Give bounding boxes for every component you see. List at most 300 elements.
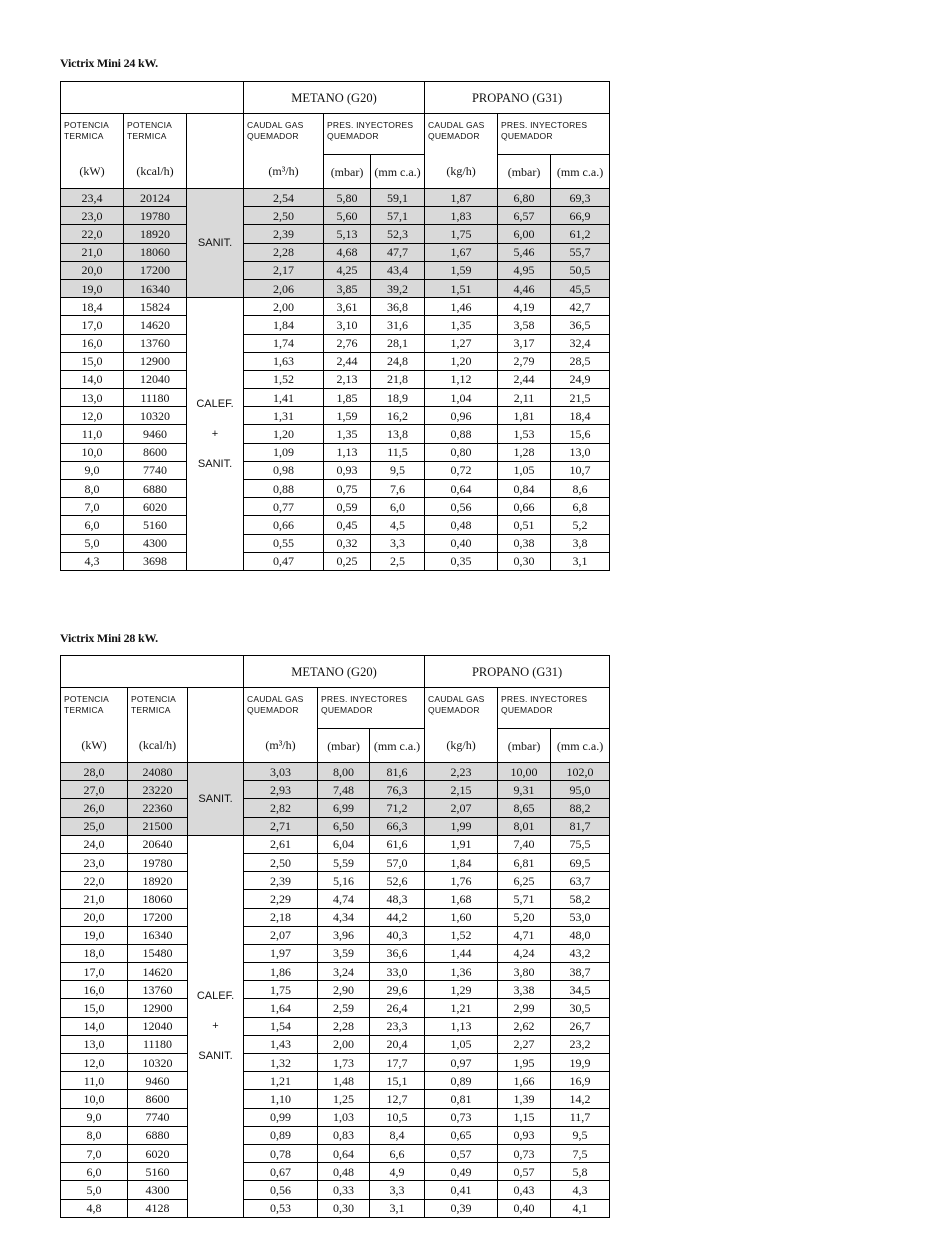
- mode-label-line: +: [211, 428, 219, 441]
- cell-propano-mbar: 2,27: [498, 1035, 551, 1053]
- cell-propano-mmca: 66,9: [551, 207, 610, 225]
- cell-propano-mmca: 32,4: [551, 334, 610, 352]
- cell-kcal: 14620: [124, 316, 187, 334]
- cell-kw: 23,4: [61, 189, 124, 207]
- cell-metano-mbar: 0,30: [318, 1199, 370, 1217]
- units-row: [61, 155, 610, 189]
- cell-kw: 14,0: [61, 370, 124, 388]
- cell-metano-caudal: 0,53: [244, 1199, 318, 1217]
- cell-propano-caudal: 1,91: [425, 835, 498, 853]
- cell-kcal: 9460: [128, 1072, 188, 1090]
- cell-metano-mmca: 8,4: [370, 1126, 425, 1144]
- table-row: [61, 1017, 610, 1035]
- table-row: [61, 443, 610, 461]
- cell-metano-mmca: 12,7: [370, 1090, 425, 1108]
- cell-metano-mbar: 0,64: [318, 1144, 370, 1162]
- table-row: [61, 516, 610, 534]
- cell-metano-caudal: 2,93: [244, 781, 318, 799]
- cell-metano-caudal: 2,29: [244, 890, 318, 908]
- cell-propano-mmca: 42,7: [551, 298, 610, 316]
- cell-metano-mmca: 24,8: [371, 352, 425, 370]
- table-row: [61, 1144, 610, 1162]
- cell-propano-mmca: 58,2: [551, 890, 610, 908]
- cell-kcal: 16340: [124, 279, 187, 297]
- cell-kw: 18,4: [61, 298, 124, 316]
- cell-propano-caudal: 1,36: [425, 963, 498, 981]
- table-row: [61, 872, 610, 890]
- cell-kw: 16,0: [61, 981, 128, 999]
- cell-propano-mbar: 0,38: [498, 534, 551, 552]
- cell-propano-mbar: 1,05: [498, 461, 551, 479]
- cell-kcal: 4128: [128, 1199, 188, 1217]
- table-row: [61, 1126, 610, 1144]
- cell-metano-caudal: 1,43: [244, 1035, 318, 1053]
- cell-kcal: 17200: [124, 261, 187, 279]
- cell-propano-mmca: 5,8: [551, 1163, 610, 1181]
- cell-kw: 4,3: [61, 552, 124, 570]
- cell-metano-mbar: 0,59: [324, 498, 371, 516]
- cell-kcal: 3698: [124, 552, 187, 570]
- cell-propano-caudal: 0,89: [425, 1072, 498, 1090]
- cell-propano-caudal: 0,72: [425, 461, 498, 479]
- cell-metano-mmca: 81,6: [370, 763, 425, 781]
- cell-kcal: 5160: [124, 516, 187, 534]
- table-row: [61, 389, 610, 407]
- cell-metano-mbar: 2,28: [318, 1017, 370, 1035]
- cell-propano-mbar: 2,79: [498, 352, 551, 370]
- cell-kw: 10,0: [61, 1090, 128, 1108]
- cell-propano-mmca: 36,5: [551, 316, 610, 334]
- cell-propano-caudal: 0,57: [425, 1144, 498, 1162]
- table-row: [61, 316, 610, 334]
- cell-propano-mmca: 9,5: [551, 1126, 610, 1144]
- col-metano-caudal: CAUDAL GAS QUEMADOR: [244, 114, 324, 155]
- cell-propano-mmca: 43,2: [551, 944, 610, 962]
- cell-propano-mmca: 34,5: [551, 981, 610, 999]
- cell-propano-mbar: 2,11: [498, 389, 551, 407]
- cell-metano-caudal: 1,54: [244, 1017, 318, 1035]
- cell-metano-caudal: 1,64: [244, 999, 318, 1017]
- cell-propano-mmca: 13,0: [551, 443, 610, 461]
- cell-metano-caudal: 1,21: [244, 1072, 318, 1090]
- col-potencia-kcal: POTENCIA TERMICA: [124, 114, 187, 155]
- cell-propano-mbar: 4,19: [498, 298, 551, 316]
- mode-label-line: SANIT.: [198, 1050, 233, 1063]
- unit-kgh: (kg/h): [425, 155, 498, 189]
- table-row: [61, 981, 610, 999]
- cell-kcal: 23220: [128, 781, 188, 799]
- cell-kw: 22,0: [61, 225, 124, 243]
- cell-propano-mbar: 1,53: [498, 425, 551, 443]
- cell-kcal: 13760: [124, 334, 187, 352]
- cell-metano-mmca: 26,4: [370, 999, 425, 1017]
- cell-metano-mmca: 6,0: [371, 498, 425, 516]
- table-row: [61, 835, 610, 853]
- cell-propano-mbar: 1,95: [498, 1054, 551, 1072]
- cell-metano-caudal: 0,89: [244, 1126, 318, 1144]
- cell-metano-mbar: 3,96: [318, 926, 370, 944]
- cell-propano-mbar: 0,51: [498, 516, 551, 534]
- cell-propano-caudal: 1,76: [425, 872, 498, 890]
- cell-propano-caudal: 1,44: [425, 944, 498, 962]
- cell-propano-mmca: 45,5: [551, 279, 610, 297]
- table-title-24kw: Victrix Mini 24 kW.: [60, 56, 158, 70]
- cell-kw: 21,0: [61, 243, 124, 261]
- cell-metano-mmca: 48,3: [370, 890, 425, 908]
- cell-metano-mbar: 0,33: [318, 1181, 370, 1199]
- cell-metano-mmca: 4,9: [370, 1163, 425, 1181]
- cell-metano-caudal: 1,32: [244, 1054, 318, 1072]
- cell-metano-mmca: 33,0: [370, 963, 425, 981]
- unit-mbar: (mbar): [318, 729, 370, 763]
- cell-propano-mmca: 3,1: [551, 552, 610, 570]
- cell-metano-mmca: 9,5: [371, 461, 425, 479]
- cell-metano-mmca: 52,6: [370, 872, 425, 890]
- table-row: [61, 781, 610, 799]
- mode-sanit-label: SANIT.: [187, 189, 244, 298]
- cell-propano-mmca: 81,7: [551, 817, 610, 835]
- table-row: [61, 1181, 610, 1199]
- cell-propano-mmca: 63,7: [551, 872, 610, 890]
- cell-metano-mbar: 2,90: [318, 981, 370, 999]
- unit-kcal: (kcal/h): [128, 729, 188, 763]
- cell-propano-mmca: 4,3: [551, 1181, 610, 1199]
- cell-propano-mbar: 2,99: [498, 999, 551, 1017]
- table-row: [61, 207, 610, 225]
- cell-kcal: 4300: [128, 1181, 188, 1199]
- cell-metano-mbar: 6,50: [318, 817, 370, 835]
- mode-label-line: CALEF.: [196, 990, 235, 1003]
- col-metano-pres: PRES. INYECTORES QUEMADOR: [324, 114, 425, 155]
- cell-metano-caudal: 2,54: [244, 189, 324, 207]
- cell-kcal: 8600: [124, 443, 187, 461]
- cell-propano-mmca: 11,7: [551, 1108, 610, 1126]
- cell-metano-mbar: 1,59: [324, 407, 371, 425]
- cell-kw: 14,0: [61, 1017, 128, 1035]
- cell-propano-mmca: 75,5: [551, 835, 610, 853]
- cell-metano-mmca: 16,2: [371, 407, 425, 425]
- cell-metano-mmca: 57,1: [371, 207, 425, 225]
- cell-propano-mmca: 55,7: [551, 243, 610, 261]
- mode-label-line: CALEF.: [196, 398, 234, 411]
- cell-kw: 4,8: [61, 1199, 128, 1217]
- cell-propano-mbar: 6,81: [498, 853, 551, 871]
- cell-metano-caudal: 0,77: [244, 498, 324, 516]
- header-metano: METANO (G20): [244, 656, 425, 688]
- table-body: [61, 763, 610, 1218]
- cell-metano-mbar: 5,60: [324, 207, 371, 225]
- table-row: [61, 225, 610, 243]
- cell-metano-caudal: 0,66: [244, 516, 324, 534]
- cell-metano-mbar: 5,59: [318, 853, 370, 871]
- cell-propano-mmca: 24,9: [551, 370, 610, 388]
- cell-metano-mbar: 0,93: [324, 461, 371, 479]
- cell-metano-mbar: 2,00: [318, 1035, 370, 1053]
- cell-kcal: 17200: [128, 908, 188, 926]
- cell-metano-mmca: 18,9: [371, 389, 425, 407]
- cell-metano-mbar: 3,10: [324, 316, 371, 334]
- cell-propano-mbar: 6,80: [498, 189, 551, 207]
- cell-propano-caudal: 0,65: [425, 1126, 498, 1144]
- cell-metano-mmca: 36,6: [370, 944, 425, 962]
- cell-metano-mbar: 2,44: [324, 352, 371, 370]
- cell-kcal: 10320: [128, 1054, 188, 1072]
- cell-metano-mbar: 3,61: [324, 298, 371, 316]
- table-row: [61, 1072, 610, 1090]
- cell-propano-caudal: 1,59: [425, 261, 498, 279]
- cell-metano-mbar: 1,85: [324, 389, 371, 407]
- table-body: [61, 189, 610, 571]
- cell-propano-mmca: 10,7: [551, 461, 610, 479]
- cell-kw: 6,0: [61, 516, 124, 534]
- cell-propano-mbar: 9,31: [498, 781, 551, 799]
- cell-propano-mbar: 3,38: [498, 981, 551, 999]
- cell-metano-mmca: 44,2: [370, 908, 425, 926]
- cell-kcal: 4300: [124, 534, 187, 552]
- cell-metano-caudal: 0,67: [244, 1163, 318, 1181]
- cell-propano-caudal: 0,49: [425, 1163, 498, 1181]
- cell-propano-mmca: 15,6: [551, 425, 610, 443]
- cell-metano-mbar: 5,80: [324, 189, 371, 207]
- cell-propano-mmca: 6,8: [551, 498, 610, 516]
- cell-propano-caudal: 0,88: [425, 425, 498, 443]
- table-row: [61, 999, 610, 1017]
- cell-metano-caudal: 2,71: [244, 817, 318, 835]
- cell-propano-mmca: 28,5: [551, 352, 610, 370]
- cell-metano-mmca: 57,0: [370, 853, 425, 871]
- cell-kw: 25,0: [61, 817, 128, 835]
- cell-metano-mbar: 2,13: [324, 370, 371, 388]
- cell-metano-caudal: 1,75: [244, 981, 318, 999]
- mode-sanit-label: SANIT.: [188, 763, 244, 836]
- cell-kw: 5,0: [61, 1181, 128, 1199]
- cell-metano-mmca: 3,1: [370, 1199, 425, 1217]
- table-row: [61, 298, 610, 316]
- cell-propano-caudal: 1,05: [425, 1035, 498, 1053]
- cell-metano-caudal: 0,55: [244, 534, 324, 552]
- col-propano-caudal: CAUDAL GAS QUEMADOR: [425, 688, 498, 729]
- cell-metano-caudal: 1,52: [244, 370, 324, 388]
- table-row: [61, 1199, 610, 1217]
- cell-metano-mbar: 2,59: [318, 999, 370, 1017]
- cell-metano-caudal: 2,39: [244, 872, 318, 890]
- cell-kcal: 6020: [128, 1144, 188, 1162]
- cell-kcal: 6880: [128, 1126, 188, 1144]
- cell-metano-mbar: 1,35: [324, 425, 371, 443]
- table-row: [61, 334, 610, 352]
- cell-propano-caudal: 1,52: [425, 926, 498, 944]
- cell-kw: 26,0: [61, 799, 128, 817]
- cell-propano-caudal: 0,80: [425, 443, 498, 461]
- cell-propano-mmca: 21,5: [551, 389, 610, 407]
- cell-propano-mmca: 50,5: [551, 261, 610, 279]
- table-row: [61, 944, 610, 962]
- cell-metano-mmca: 10,5: [370, 1108, 425, 1126]
- cell-propano-caudal: 1,35: [425, 316, 498, 334]
- cell-metano-caudal: 1,86: [244, 963, 318, 981]
- cell-propano-mmca: 69,5: [551, 853, 610, 871]
- cell-kw: 18,0: [61, 944, 128, 962]
- cell-propano-caudal: 2,23: [425, 763, 498, 781]
- units-row: [61, 729, 610, 763]
- cell-metano-mbar: 0,75: [324, 480, 371, 498]
- cell-metano-mmca: 17,7: [370, 1054, 425, 1072]
- unit-mmca: (mm c.a.): [371, 155, 425, 189]
- cell-metano-mbar: 1,03: [318, 1108, 370, 1126]
- cell-propano-caudal: 0,39: [425, 1199, 498, 1217]
- cell-metano-caudal: 1,84: [244, 316, 324, 334]
- cell-kw: 9,0: [61, 461, 124, 479]
- cell-metano-mmca: 7,6: [371, 480, 425, 498]
- table-row: [61, 1035, 610, 1053]
- cell-metano-caudal: 2,50: [244, 853, 318, 871]
- gas-table-28kw: [60, 655, 610, 1218]
- cell-metano-mbar: 1,25: [318, 1090, 370, 1108]
- cell-kcal: 7740: [124, 461, 187, 479]
- cell-kw: 28,0: [61, 763, 128, 781]
- cell-kcal: 22360: [128, 799, 188, 817]
- cell-propano-caudal: 1,51: [425, 279, 498, 297]
- cell-kcal: 6020: [124, 498, 187, 516]
- cell-metano-caudal: 2,28: [244, 243, 324, 261]
- mode-calef-sanit-label: [187, 298, 244, 571]
- cell-kcal: 18060: [128, 890, 188, 908]
- cell-propano-mbar: 3,17: [498, 334, 551, 352]
- col-potencia-kw: POTENCIA TERMICA: [61, 114, 124, 155]
- cell-propano-mbar: 5,71: [498, 890, 551, 908]
- table-row: [61, 534, 610, 552]
- cell-metano-caudal: 1,63: [244, 352, 324, 370]
- cell-kcal: 24080: [128, 763, 188, 781]
- cell-metano-mmca: 61,6: [370, 835, 425, 853]
- cell-kcal: 12900: [128, 999, 188, 1017]
- col-propano-pres: PRES. INYECTORES QUEMADOR: [498, 114, 610, 155]
- cell-kcal: 15824: [124, 298, 187, 316]
- cell-kw: 7,0: [61, 1144, 128, 1162]
- cell-propano-caudal: 1,13: [425, 1017, 498, 1035]
- table-head: [61, 656, 610, 763]
- cell-metano-mmca: 40,3: [370, 926, 425, 944]
- col-propano-caudal: CAUDAL GAS QUEMADOR: [425, 114, 498, 155]
- cell-propano-caudal: 0,35: [425, 552, 498, 570]
- cell-metano-caudal: 1,74: [244, 334, 324, 352]
- cell-propano-mbar: 6,00: [498, 225, 551, 243]
- cell-metano-mbar: 0,45: [324, 516, 371, 534]
- col-potencia-kcal: POTENCIA TERMICA: [128, 688, 188, 729]
- cell-propano-mmca: 7,5: [551, 1144, 610, 1162]
- cell-metano-caudal: 2,50: [244, 207, 324, 225]
- cell-kcal: 11180: [128, 1035, 188, 1053]
- cell-metano-caudal: 1,31: [244, 407, 324, 425]
- cell-kcal: 12900: [124, 352, 187, 370]
- cell-metano-caudal: 1,10: [244, 1090, 318, 1108]
- cell-propano-caudal: 1,20: [425, 352, 498, 370]
- cell-metano-caudal: 2,06: [244, 279, 324, 297]
- table-title-28kw: Victrix Mini 28 kW.: [60, 631, 158, 645]
- cell-metano-mmca: 20,4: [370, 1035, 425, 1053]
- cell-metano-mbar: 0,25: [324, 552, 371, 570]
- cell-propano-mbar: 0,73: [498, 1144, 551, 1162]
- cell-propano-mbar: 4,46: [498, 279, 551, 297]
- cell-metano-mbar: 3,85: [324, 279, 371, 297]
- cell-propano-mbar: 5,46: [498, 243, 551, 261]
- cell-metano-mmca: 3,3: [371, 534, 425, 552]
- cell-metano-caudal: 0,99: [244, 1108, 318, 1126]
- cell-kw: 23,0: [61, 853, 128, 871]
- cell-metano-mbar: 8,00: [318, 763, 370, 781]
- cell-propano-mmca: 5,2: [551, 516, 610, 534]
- cell-propano-mbar: 0,40: [498, 1199, 551, 1217]
- unit-mbar: (mbar): [498, 155, 551, 189]
- cell-kcal: 13760: [128, 981, 188, 999]
- col-potencia-kw: POTENCIA TERMICA: [61, 688, 128, 729]
- cell-kw: 8,0: [61, 1126, 128, 1144]
- cell-kw: 23,0: [61, 207, 124, 225]
- cell-metano-mbar: 4,74: [318, 890, 370, 908]
- cell-metano-mbar: 5,13: [324, 225, 371, 243]
- cell-propano-mbar: 1,28: [498, 443, 551, 461]
- table-row: [61, 853, 610, 871]
- cell-propano-caudal: 1,99: [425, 817, 498, 835]
- table-row: [61, 1108, 610, 1126]
- cell-kcal: 14620: [128, 963, 188, 981]
- cell-kcal: 16340: [128, 926, 188, 944]
- table-row: [61, 352, 610, 370]
- cell-metano-mmca: 43,4: [371, 261, 425, 279]
- cell-metano-mbar: 2,76: [324, 334, 371, 352]
- cell-metano-mbar: 1,48: [318, 1072, 370, 1090]
- cell-metano-caudal: 0,88: [244, 480, 324, 498]
- cell-propano-mmca: 14,2: [551, 1090, 610, 1108]
- cell-kcal: 20124: [124, 189, 187, 207]
- header-propano: PROPANO (G31): [425, 82, 610, 114]
- cell-propano-mbar: 0,93: [498, 1126, 551, 1144]
- cell-metano-mmca: 66,3: [370, 817, 425, 835]
- cell-metano-mmca: 23,3: [370, 1017, 425, 1035]
- cell-metano-mmca: 76,3: [370, 781, 425, 799]
- header-metano: METANO (G20): [244, 82, 425, 114]
- cell-metano-mbar: 0,48: [318, 1163, 370, 1181]
- cell-kcal: 18920: [128, 872, 188, 890]
- cell-kcal: 5160: [128, 1163, 188, 1181]
- cell-metano-mmca: 2,5: [371, 552, 425, 570]
- table-row: [61, 926, 610, 944]
- cell-kcal: 10320: [124, 407, 187, 425]
- cell-propano-caudal: 1,83: [425, 207, 498, 225]
- gas-table-24kw: [60, 81, 610, 571]
- cell-kw: 13,0: [61, 389, 124, 407]
- unit-mmca: (mm c.a.): [551, 729, 610, 763]
- cell-metano-mmca: 36,8: [371, 298, 425, 316]
- table-row: [61, 1054, 610, 1072]
- cell-kw: 5,0: [61, 534, 124, 552]
- cell-metano-mmca: 21,8: [371, 370, 425, 388]
- table-row: [61, 279, 610, 297]
- table-row: [61, 243, 610, 261]
- cell-propano-mbar: 2,62: [498, 1017, 551, 1035]
- cell-propano-mbar: 0,43: [498, 1181, 551, 1199]
- cell-propano-caudal: 0,64: [425, 480, 498, 498]
- cell-metano-mmca: 29,6: [370, 981, 425, 999]
- cell-kw: 15,0: [61, 352, 124, 370]
- cell-propano-mmca: 26,7: [551, 1017, 610, 1035]
- table-row: [61, 425, 610, 443]
- cell-kw: 27,0: [61, 781, 128, 799]
- cell-metano-mmca: 59,1: [371, 189, 425, 207]
- col-mode-blank: [187, 114, 244, 189]
- cell-propano-caudal: 1,87: [425, 189, 498, 207]
- cell-metano-mbar: 3,59: [318, 944, 370, 962]
